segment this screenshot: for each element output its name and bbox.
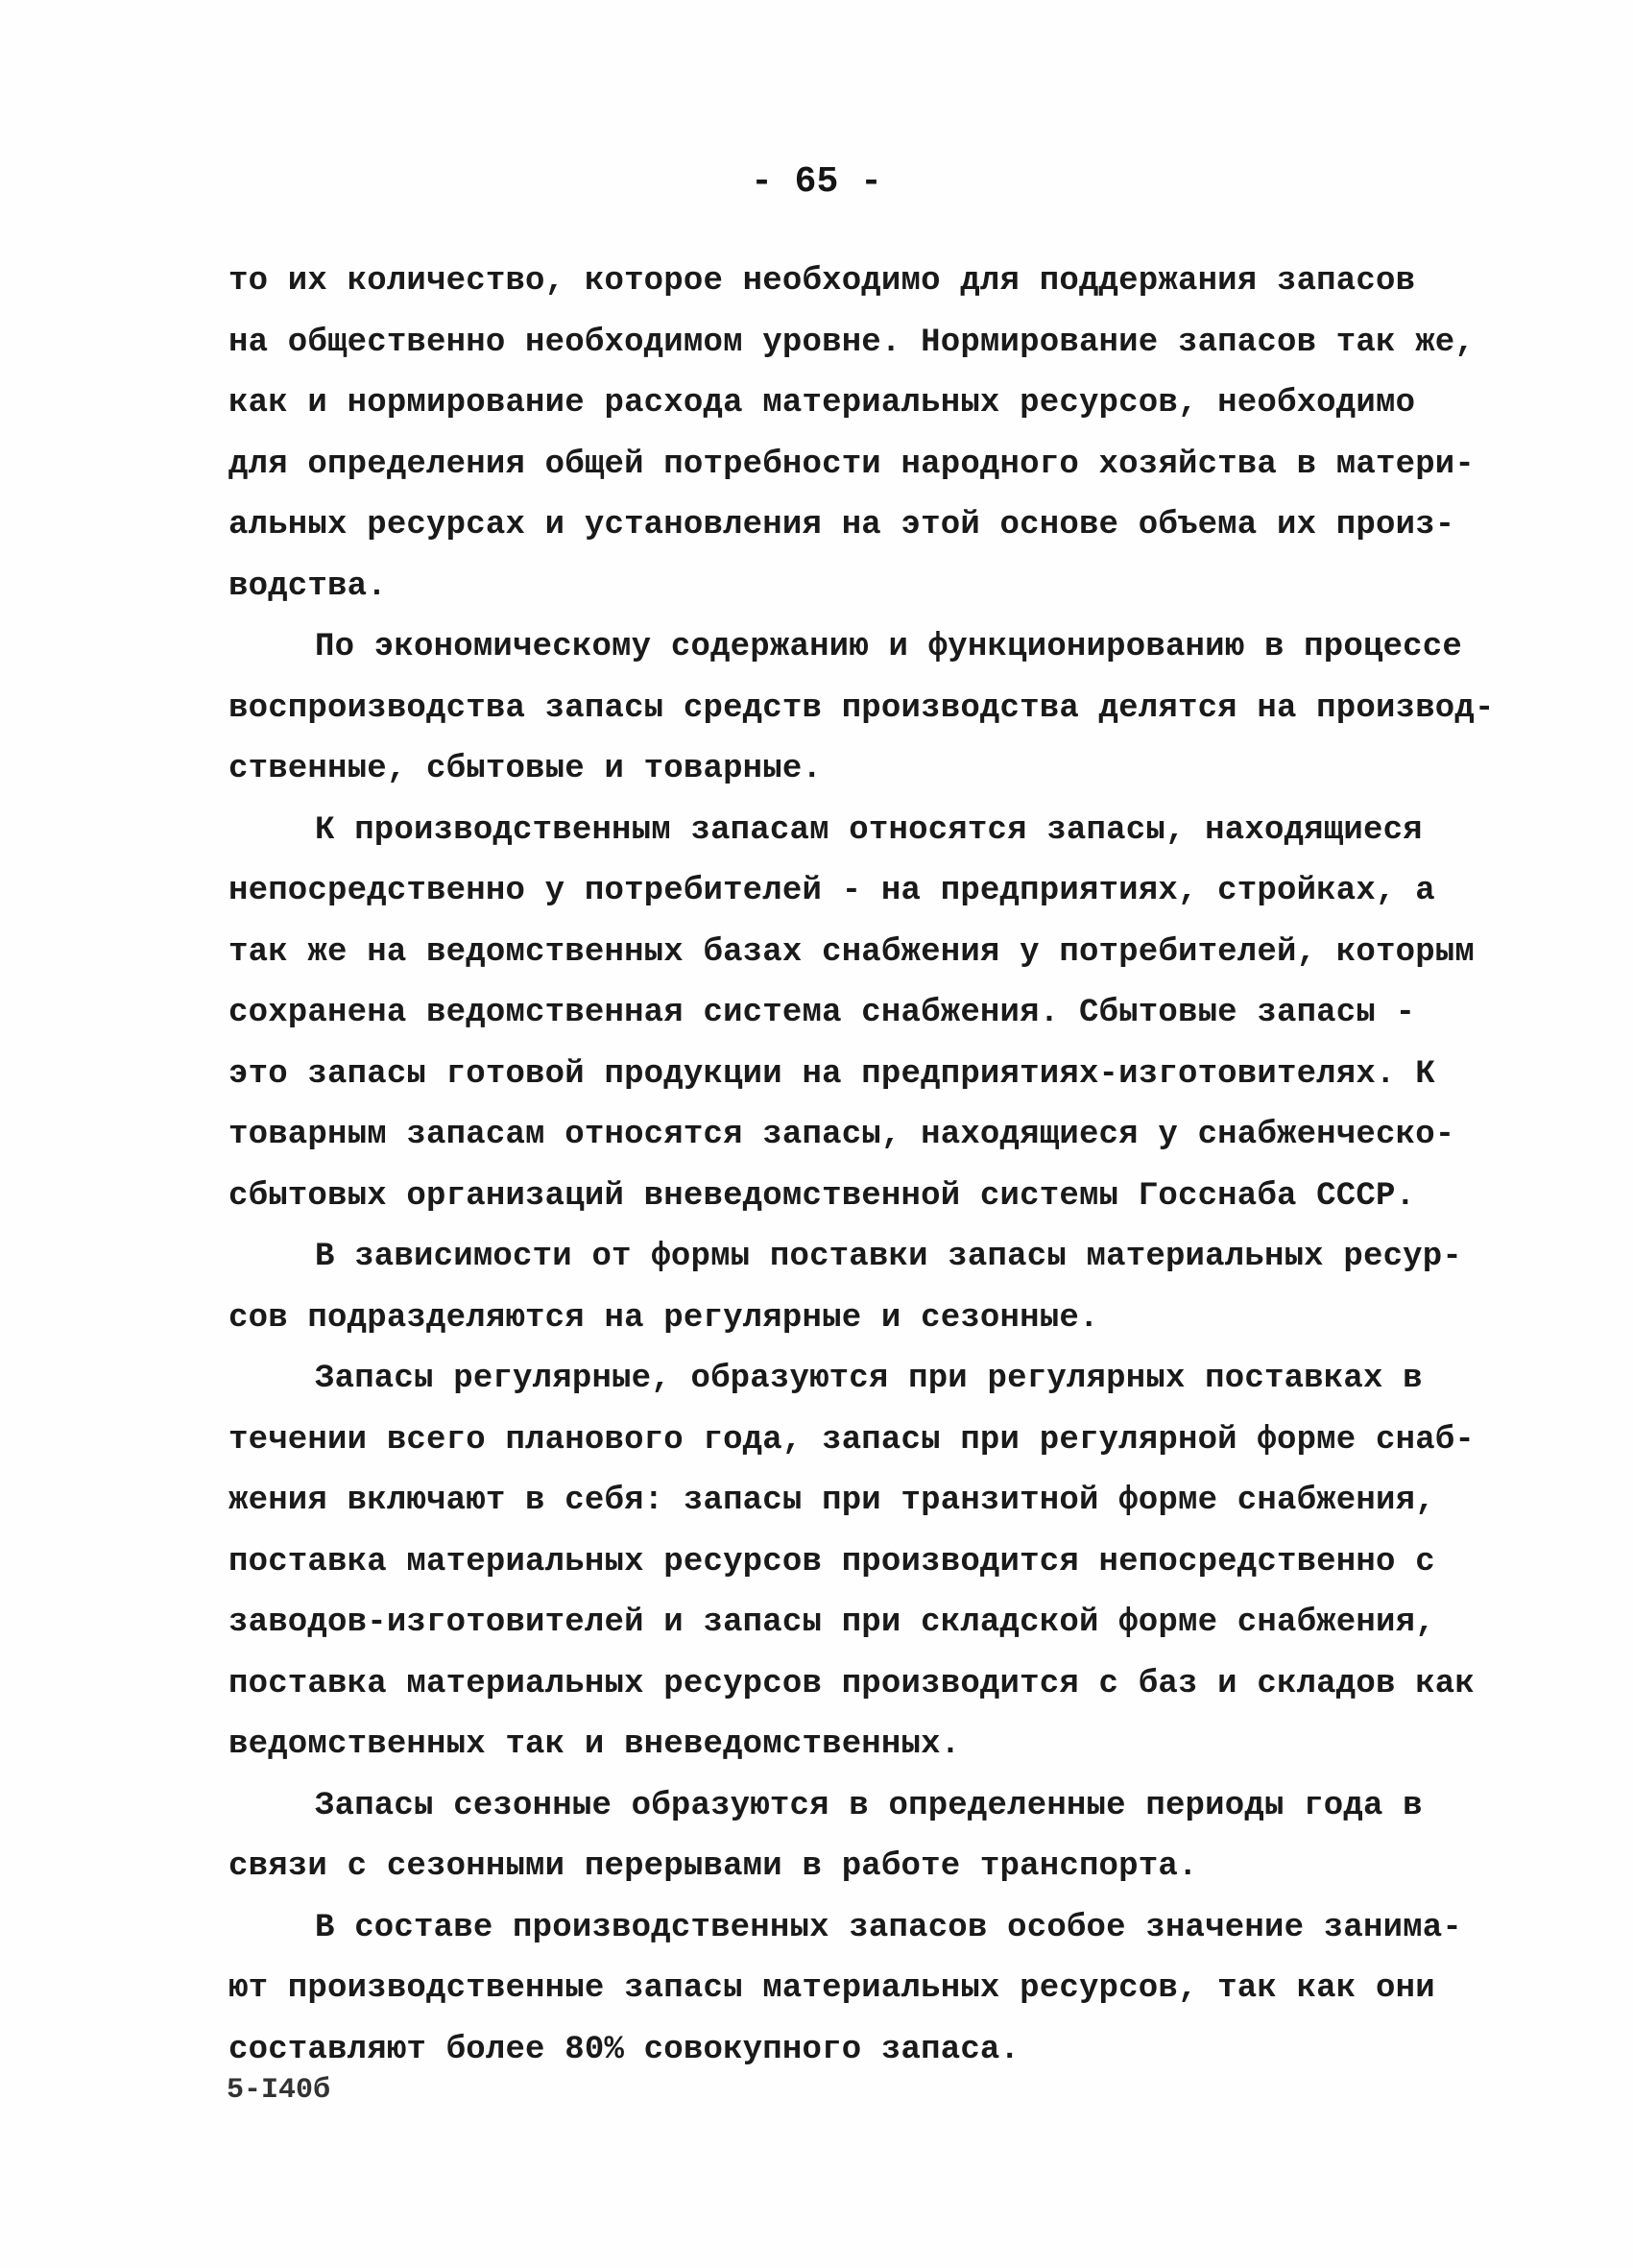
text-line: как и нормирование расхода материальных ресурсов, необходимо xyxy=(228,385,1416,422)
text-line: альных ресурсах и установления на этой основе объема их произ- xyxy=(228,507,1455,543)
text-line: Запасы регулярные, образуются при регулярных поставках в xyxy=(315,1361,1423,1397)
text-line: течении всего планового года, запасы при регулярной форме снаб- xyxy=(228,1421,1476,1459)
paragraph xyxy=(228,801,1476,1228)
text-line: это запасы готовой продукции на предприятиях-изготовителях. К xyxy=(228,1055,1435,1093)
text-line: В зависимости от формы поставки запасы материальных ресур- xyxy=(315,1239,1462,1275)
text-line: Запасы сезонные образуются в определенные периоды года в xyxy=(315,1787,1423,1824)
text-line: поставка материальных ресурсов производится непосредственно с xyxy=(228,1543,1435,1580)
text-line: К производственным запасам относятся запасы, находящиеся xyxy=(315,811,1423,849)
text-line: сов подразделяются на регулярные и сезонные. xyxy=(228,1299,1099,1337)
paragraph xyxy=(228,1898,1462,2082)
text-line: воспроизводства запасы средств производства делятся на производ- xyxy=(228,689,1495,727)
text-line: поставка материальных ресурсов производится с баз и складов как xyxy=(228,1665,1476,1702)
text-line: так же на ведомственных базах снабжения у потребителей, которым xyxy=(228,933,1476,971)
text-line: ведомственных так и вневедомственных. xyxy=(228,1726,961,1763)
text-line: жения включают в себя: запасы при транзитной форме снабжения, xyxy=(228,1483,1435,1519)
paragraph xyxy=(228,1227,1462,1349)
text-line: на общественно необходимом уровне. Нормирование запасов так же, xyxy=(228,324,1476,361)
text-line: то их количество, которое необходимо для поддержания запасов xyxy=(228,263,1416,300)
paragraph xyxy=(228,1776,1423,1898)
text-line: товарным запасам относятся запасы, находящиеся у снабженческо- xyxy=(228,1117,1455,1153)
paragraph xyxy=(228,252,1476,617)
paragraph xyxy=(228,617,1495,801)
text-line: заводов-изготовителей и запасы при складской форме снабжения, xyxy=(228,1604,1435,1641)
body-text xyxy=(228,252,1495,2081)
text-line: непосредственно у потребителей - на предприятиях, стройках, а xyxy=(228,873,1435,909)
text-line: ственные, сбытовые и товарные. xyxy=(228,751,823,787)
text-line: водства. xyxy=(228,567,387,605)
paragraph xyxy=(228,1349,1476,1776)
text-line: ют производственные запасы материальных ресурсов, так как они xyxy=(228,1970,1435,2007)
footer-code: 5-I40б xyxy=(227,2074,331,2107)
page-number: - 65 - xyxy=(751,161,882,203)
text-line: для определения общей потребности народного хозяйства в матери- xyxy=(228,446,1476,483)
text-line: сохранена ведомственная система снабжения. Сбытовые запасы - xyxy=(228,995,1416,1031)
text-line: связи с сезонными перерывами в работе транспорта. xyxy=(228,1848,1198,1885)
text-line: сбытовых организаций вневедомственной системы Госснаба СССР. xyxy=(228,1177,1416,1215)
text-line: В составе производственных запасов особое значение занима- xyxy=(315,1909,1462,1946)
text-line: составляют более 80% совокупного запаса. xyxy=(228,2031,1021,2068)
text-line: По экономическому содержанию и функционированию в процессе xyxy=(315,629,1462,665)
